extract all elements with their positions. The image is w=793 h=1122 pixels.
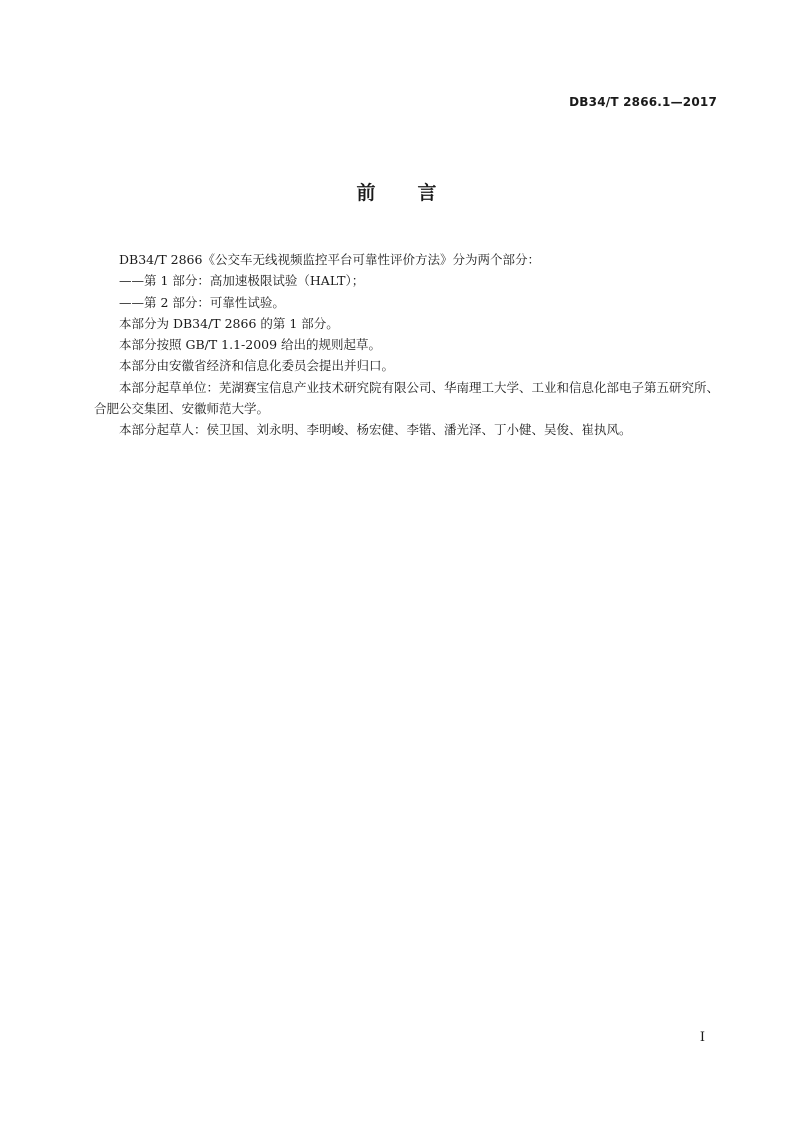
page-number: I [699,1030,705,1045]
page-title: 前言 [356,182,479,204]
paragraph-drafting-units: 本部分起草单位：芜湖赛宝信息产业技术研究院有限公司、华南理工大学、工业和信息化部电子第五研究所、合肥公交集团、安徽师范大学。 [94,379,720,417]
paragraph-parts-overview: DB34/T 2866《公交车无线视频监控平台可靠性评价方法》分为两个部分： [119,252,540,267]
paragraph-proposer: 本部分由安徽省经济和信息化委员会提出并归口。 [119,358,395,374]
paragraph-drafting-rules: 本部分按照 GB/T 1.1-2009 给出的规则起草。 [119,337,382,353]
paragraph-drafters: 本部分起草人：侯卫国、刘永明、李明峻、杨宏健、李锴、潘光泽、丁小健、吴俊、崔执风。 [119,422,632,438]
paragraph-part-1: ——第 1 部分：高加速极限试验（HALT）； [119,273,365,289]
preface-body [94,249,720,441]
paragraph-part-2: ——第 2 部分：可靠性试验。 [119,294,285,310]
paragraph-this-part: 本部分为 DB34/T 2866 的第 1 部分。 [119,315,339,331]
document-id: DB34/T 2866.1—2017 [569,95,717,109]
